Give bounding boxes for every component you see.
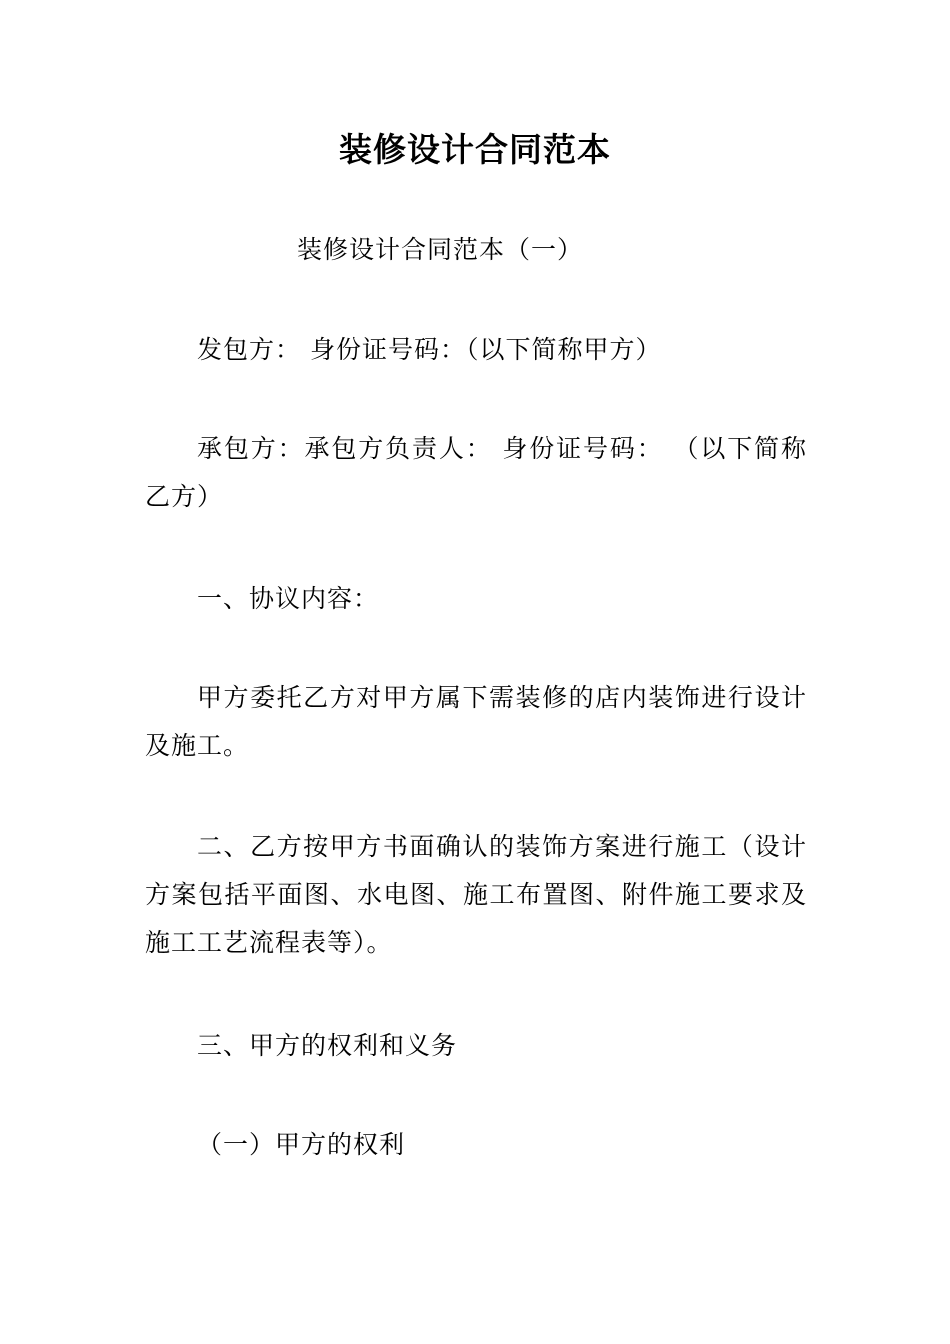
section-3-heading: 三、甲方的权利和义务: [197, 1031, 458, 1060]
section-1-body: 甲方委托乙方对甲方属下需装修的店内装饰进行设计及施工。: [145, 683, 807, 760]
section-3-1-heading: （一）甲方的权利: [197, 1130, 406, 1159]
party-a-line: 发包方： 身份证号码：（以下简称甲方）: [197, 335, 662, 364]
section-2-paragraph: 二、乙方按甲方书面确认的装饰方案进行施工（设计方案包括平面图、水电图、施工布置图、附件施工要求及施工工艺流程表等）。: [145, 832, 807, 957]
document-subtitle: 装修设计合同范本（一）: [297, 235, 584, 264]
document-title: 装修设计合同范本: [339, 130, 611, 169]
section-1-heading: 一、协议内容：: [197, 584, 380, 613]
party-b-line: 承包方：承包方负责人： 身份证号码： （以下简称乙方）: [145, 434, 807, 511]
